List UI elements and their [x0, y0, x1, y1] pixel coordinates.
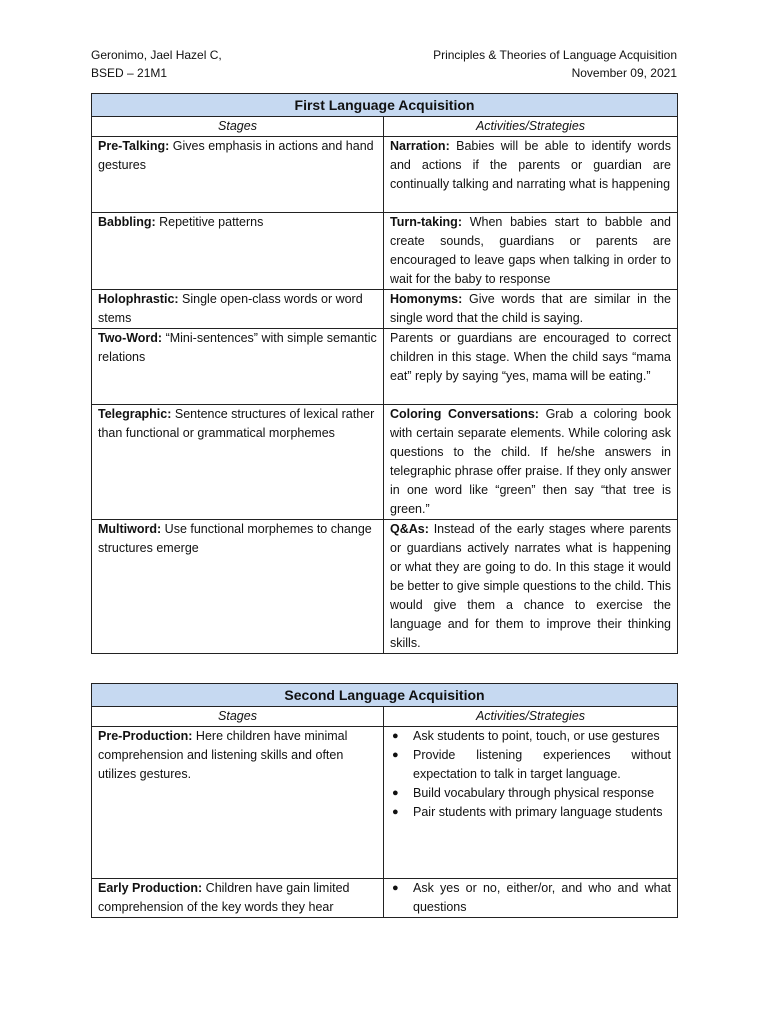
table-row: [92, 879, 678, 918]
activity-term: Turn-taking:: [390, 215, 462, 229]
column-header-stages: Stages: [92, 707, 384, 727]
activity-cell: [384, 213, 678, 290]
stage-term: Early Production:: [98, 881, 203, 895]
stage-term: Pre-Production:: [98, 729, 193, 743]
stage-cell: [92, 137, 384, 213]
table-title-row: [92, 684, 678, 707]
table-row: [92, 290, 678, 329]
list-item: [390, 746, 671, 784]
stage-description: Use functional morphemes to change structures emerge: [98, 522, 372, 555]
first-language-table: [91, 93, 678, 654]
author-section: BSED – 21M1: [91, 66, 168, 80]
author-block: [91, 46, 222, 82]
second-language-table: [91, 683, 678, 918]
stage-term: Two-Word:: [98, 331, 163, 345]
activity-cell: [384, 290, 678, 329]
table-row: [92, 213, 678, 290]
activity-description: Babies will be able to identify words and actions if the parents or guardian are continually talking and narrating what is happening: [390, 139, 671, 191]
bullet-icon: ●: [392, 749, 399, 761]
stage-cell: [92, 879, 384, 918]
list-item: [390, 727, 671, 746]
stage-cell: [92, 520, 384, 654]
strategy-text: Ask students to point, touch, or use gestures: [413, 729, 660, 743]
column-header-stages: Stages: [92, 117, 384, 137]
bullet-icon: ●: [392, 787, 399, 799]
table-row: [92, 405, 678, 520]
course-block: [433, 46, 677, 82]
activity-term: Homonyms:: [390, 292, 463, 306]
activity-description: Instead of the early stages where parents or guardians actively narrates what is happening or what they are going to do. In this stage it would be better to give simple questions to the child. This would give them a chance to exercise the language and for them to improve their thinking skills.: [390, 522, 671, 650]
activity-cell: [384, 727, 678, 879]
activity-cell: [384, 137, 678, 213]
table-header-row: [92, 707, 678, 727]
table-header-row: [92, 117, 678, 137]
author-name: Geronimo, Jael Hazel C,: [91, 48, 222, 62]
stage-description: Single open-class words or word stems: [98, 292, 363, 325]
table-title-row: [92, 94, 678, 117]
strategy-text: Ask yes or no, either/or, and who and what questions: [413, 881, 671, 914]
bullet-icon: ●: [392, 882, 399, 894]
stage-cell: [92, 290, 384, 329]
stage-description: Sentence structures of lexical rather than functional or grammatical morphemes: [98, 407, 375, 440]
strategy-text: Pair students with primary language students: [413, 805, 663, 819]
strategy-list: [390, 727, 671, 822]
activity-description: Parents or guardians are encouraged to correct children in this stage. When the child says “mama eat” reply by saying “yes, mama will be eating.”: [390, 331, 671, 383]
stage-cell: [92, 727, 384, 879]
stage-term: Telegraphic:: [98, 407, 172, 421]
table-title: Second Language Acquisition: [92, 684, 678, 707]
stage-term: Multiword:: [98, 522, 162, 536]
activity-cell: [384, 879, 678, 918]
stage-term: Holophrastic:: [98, 292, 179, 306]
activity-term: Coloring Conversations:: [390, 407, 539, 421]
table-row: [92, 520, 678, 654]
strategy-text: Provide listening experiences without expectation to talk in target language.: [413, 748, 671, 781]
stage-description: Here children have minimal comprehension and listening skills and often utilizes gestures.: [98, 729, 348, 781]
stage-description: Children have gain limited comprehension of the key words they hear: [98, 881, 350, 914]
strategy-text: Build vocabulary through physical response: [413, 786, 655, 800]
list-item: [390, 879, 671, 917]
course-title: Principles & Theories of Language Acquisition: [433, 48, 677, 62]
table-row: [92, 727, 678, 879]
activity-description: Grab a coloring book with certain separate elements. While coloring ask questions to the child. If he/she answers in telegraphic phrase offer praise. If they only answer in one word like “green” then say “that tree is green.”: [390, 407, 672, 516]
stage-description: Repetitive patterns: [155, 215, 264, 229]
activity-cell: [384, 520, 678, 654]
stage-cell: [92, 213, 384, 290]
stage-cell: [92, 329, 384, 405]
stage-description: “Mini-sentences” with simple semantic relations: [98, 331, 377, 364]
column-header-activities: Activities/Strategies: [384, 707, 678, 727]
column-header-activities: Activities/Strategies: [384, 117, 678, 137]
stage-term: Pre-Talking:: [98, 139, 170, 153]
activity-term: Narration:: [390, 139, 450, 153]
bullet-icon: ●: [392, 730, 399, 742]
table-title: First Language Acquisition: [92, 94, 678, 117]
bullet-icon: ●: [392, 806, 399, 818]
strategy-list: [390, 879, 671, 917]
activity-cell: [384, 329, 678, 405]
activity-cell: [384, 405, 678, 520]
stage-cell: [92, 405, 384, 520]
stage-term: Babbling:: [98, 215, 156, 229]
stage-description: Gives emphasis in actions and hand gestures: [98, 139, 374, 172]
list-item: [390, 784, 671, 803]
activity-description: When babies start to babble and create sounds, guardians or parents are encouraged to leave gaps when talking in order to wait for the baby to response: [390, 215, 671, 286]
document-date: November 09, 2021: [571, 66, 677, 80]
table-row: [92, 137, 678, 213]
table-row: [92, 329, 678, 405]
activity-description: Give words that are similar in the single word that the child is saying.: [390, 292, 671, 325]
activity-term: Q&As:: [390, 522, 429, 536]
list-item: [390, 803, 671, 822]
